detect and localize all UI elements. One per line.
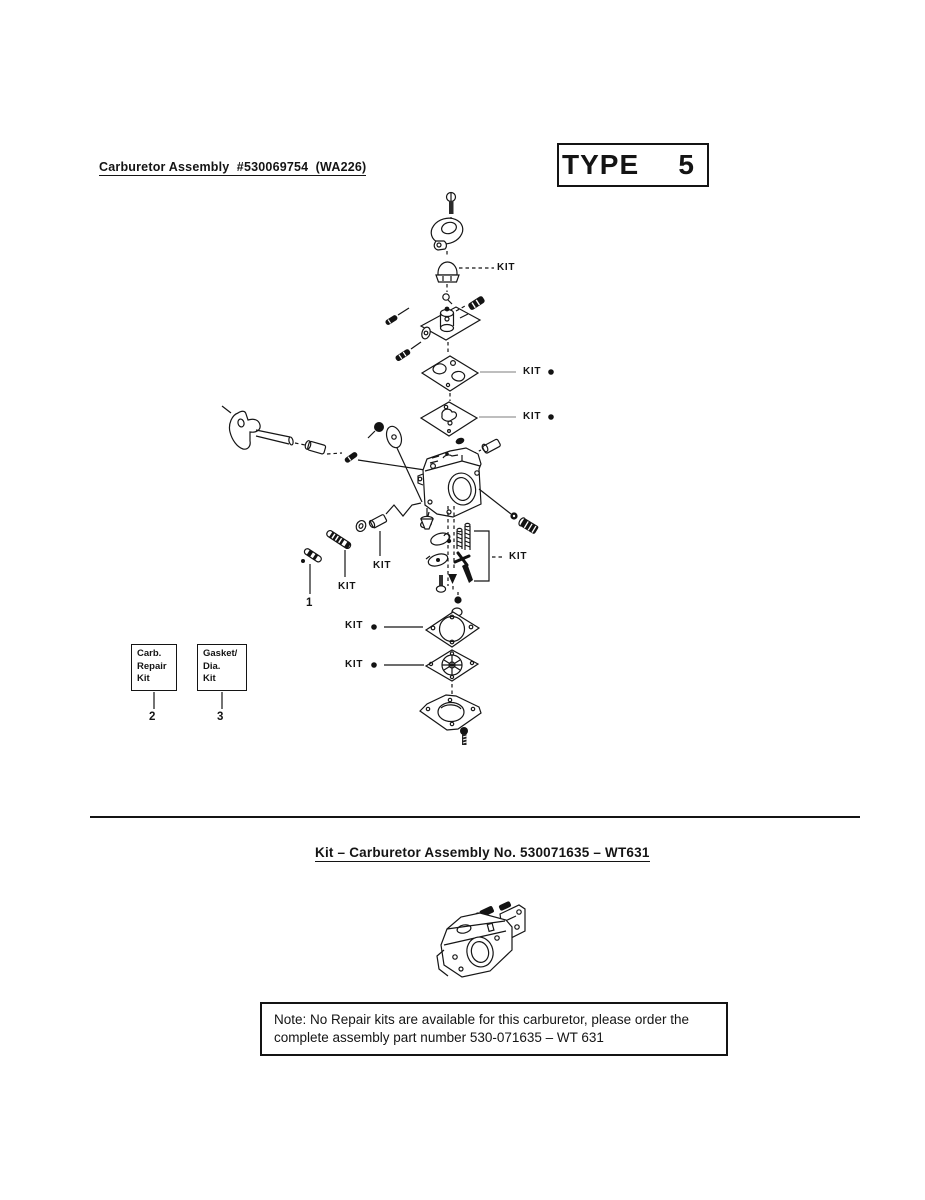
choke-plate [368,422,422,502]
section-divider [90,816,860,818]
legend-line: Kit [137,673,150,685]
legend-gasket-dia-kit [197,644,247,691]
kit-section-heading: Kit – Carburetor Assembly No. 530071635 – WT631 [315,845,650,860]
kit-label-pump-gasket: KIT [523,366,542,377]
kit-label-needle: KIT [338,581,357,592]
idle-screw-right [510,512,539,534]
primer-bulb [436,262,494,292]
metering-gasket [371,612,479,647]
callout-2: 2 [149,711,156,723]
legend-stems [154,692,222,709]
throttle-screw [344,451,425,470]
legend-line: Repair [137,660,167,672]
pump-gasket [422,356,554,401]
note-box [260,1002,728,1056]
metering-diaphragm [371,650,478,697]
callout-3: 3 [217,711,224,723]
pump-plate [420,307,480,354]
legend-carb-repair-kit [131,644,177,691]
note-line-2: complete assembly part number 530-071635 – WT 631 [274,1029,604,1045]
callout-1: 1 [306,597,313,609]
kit-label-welch-plug: KIT [373,560,392,571]
needle-washer [354,519,367,533]
legend-line: Kit [203,673,216,685]
bottom-screw [460,727,468,745]
metering-parts [421,506,473,592]
pump-screw-b [395,342,421,362]
legend-line: Dia. [203,660,221,672]
type-label: TYPE [562,149,640,180]
type-number: 5 [678,149,694,180]
welch-plug-sleeve [368,514,387,556]
kit-carburetor-drawing [437,901,525,977]
legend-line: Carb. [137,648,162,659]
needle-screw-2 [326,529,352,577]
inlet-pin [456,295,486,311]
choke-shaft-sleeve [304,440,342,454]
kit-label-primer: KIT [497,262,516,273]
legend-line: Gasket/ [203,648,238,659]
kit-label-metering-parts: KIT [509,551,528,562]
pump-screw-a [384,308,409,326]
check-valve [443,294,452,304]
kit-bracket [474,531,505,581]
note-line-1: Note: No Repair kits are available for this carburetor, please order the [274,1012,689,1027]
primer-base-flange [428,215,466,257]
needle-screw-1 [301,548,322,594]
wire-link [386,503,421,516]
kit-label-pump-diaphragm: KIT [523,411,542,422]
choke-lever [222,406,305,449]
bottom-cover [420,695,481,730]
page-title: Carburetor Assembly #530069754 (WA226) [99,160,367,174]
kit-label-metering-diaphragm: KIT [345,659,364,670]
kit-label-metering-gasket: KIT [345,620,364,631]
